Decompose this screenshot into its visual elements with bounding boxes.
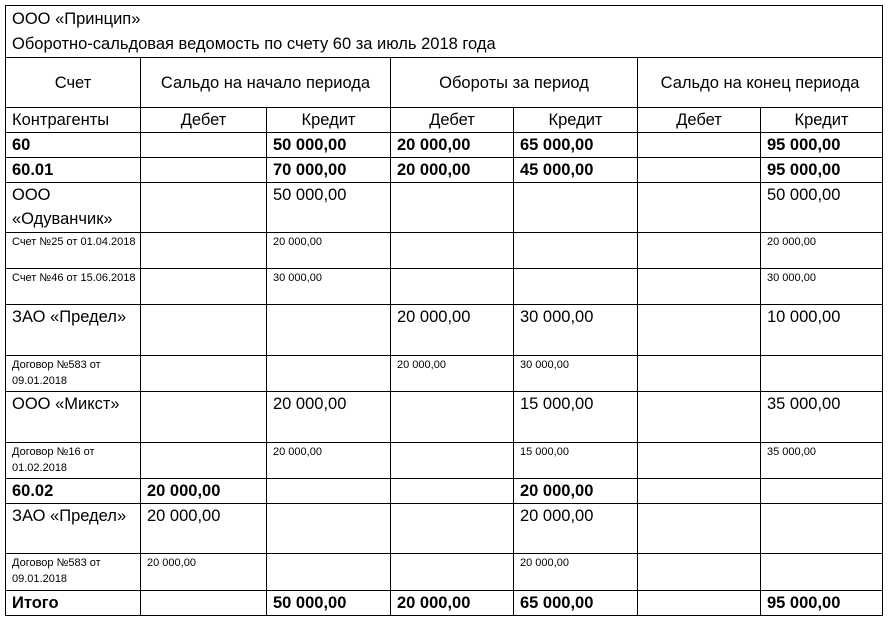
cell-turn-credit: 65 000,00: [514, 591, 638, 616]
row-label: Договор №583 от 09.01.2018: [6, 356, 141, 392]
cell-close-credit: [761, 554, 883, 591]
cell-open-debit: [141, 233, 267, 269]
row-label: Счет №46 от 15.06.2018: [6, 269, 141, 305]
cell-turn-debit: [391, 504, 514, 554]
cell-turn-debit: 20 000,00: [391, 158, 514, 183]
cell-turn-credit: 15 000,00: [514, 392, 638, 443]
header-account: Счет: [6, 58, 141, 108]
cell-open-credit: 50 000,00: [267, 591, 391, 616]
cell-close-debit: [638, 554, 761, 591]
header-open-debit: Дебет: [141, 108, 267, 133]
header-counterparties: Контрагенты: [6, 108, 141, 133]
table-row: [6, 392, 883, 443]
header-turn-debit: Дебет: [391, 108, 514, 133]
cell-turn-credit: 15 000,00: [514, 443, 638, 479]
cell-open-credit: 70 000,00: [267, 158, 391, 183]
cell-open-debit: 20 000,00: [141, 504, 267, 554]
cell-turn-debit: 20 000,00: [391, 591, 514, 616]
balance-sheet-table: [5, 5, 883, 616]
cell-turn-debit: [391, 443, 514, 479]
cell-close-credit: 35 000,00: [761, 392, 883, 443]
cell-turn-debit: [391, 479, 514, 504]
cell-close-debit: [638, 158, 761, 183]
cell-close-debit: [638, 183, 761, 233]
cell-open-debit: [141, 183, 267, 233]
cell-close-debit: [638, 392, 761, 443]
report-title: Оборотно-сальдовая ведомость по счету 60 за июль 2018 года: [12, 35, 496, 53]
cell-turn-credit: 20 000,00: [514, 554, 638, 591]
cell-turn-debit: 20 000,00: [391, 305, 514, 356]
cell-close-credit: 95 000,00: [761, 158, 883, 183]
header-close-debit: Дебет: [638, 108, 761, 133]
cell-close-credit: [761, 479, 883, 504]
header-open-credit: Кредит: [267, 108, 391, 133]
cell-turn-debit: [391, 233, 514, 269]
cell-close-credit: 35 000,00: [761, 443, 883, 479]
cell-close-credit: 30 000,00: [761, 269, 883, 305]
cell-close-credit: 95 000,00: [761, 591, 883, 616]
table-row: [6, 479, 883, 504]
cell-close-credit: 50 000,00: [761, 183, 883, 233]
cell-turn-credit: 20 000,00: [514, 479, 638, 504]
row-label: ООО «Микст»: [6, 392, 141, 443]
cell-close-credit: 10 000,00: [761, 305, 883, 356]
cell-close-debit: [638, 356, 761, 392]
cell-open-credit: 50 000,00: [267, 183, 391, 233]
cell-open-debit: 20 000,00: [141, 554, 267, 591]
cell-open-credit: 50 000,00: [267, 133, 391, 158]
cell-open-credit: 20 000,00: [267, 392, 391, 443]
table-row: [6, 269, 883, 305]
row-label: 60.02: [6, 479, 141, 504]
row-label: ООО «Одуванчик»: [6, 183, 141, 233]
cell-close-debit: [638, 305, 761, 356]
cell-open-credit: 20 000,00: [267, 233, 391, 269]
row-label: Договор №583 от 09.01.2018: [6, 554, 141, 591]
row-label: Итого: [6, 591, 141, 616]
company-name: ООО «Принцип»: [12, 10, 141, 28]
cell-open-debit: [141, 133, 267, 158]
cell-turn-credit: [514, 183, 638, 233]
table-row: [6, 233, 883, 269]
cell-close-credit: [761, 504, 883, 554]
cell-turn-debit: 20 000,00: [391, 356, 514, 392]
cell-open-credit: [267, 479, 391, 504]
cell-open-credit: 20 000,00: [267, 443, 391, 479]
cell-turn-credit: 30 000,00: [514, 305, 638, 356]
cell-turn-debit: [391, 392, 514, 443]
header-closing-balance: Сальдо на конец периода: [638, 58, 883, 108]
cell-open-credit: [267, 504, 391, 554]
cell-close-credit: [761, 356, 883, 392]
cell-turn-credit: [514, 233, 638, 269]
cell-turn-debit: [391, 183, 514, 233]
cell-turn-debit: [391, 269, 514, 305]
cell-open-debit: [141, 356, 267, 392]
cell-open-debit: [141, 591, 267, 616]
table-row: [6, 554, 883, 591]
cell-open-debit: [141, 305, 267, 356]
cell-open-credit: [267, 356, 391, 392]
cell-open-debit: 20 000,00: [141, 479, 267, 504]
cell-close-credit: 95 000,00: [761, 133, 883, 158]
cell-open-debit: [141, 443, 267, 479]
cell-open-credit: 30 000,00: [267, 269, 391, 305]
report-header: [6, 6, 883, 58]
cell-turn-credit: 30 000,00: [514, 356, 638, 392]
table-row: [6, 356, 883, 392]
row-label: Договор №16 от 01.02.2018: [6, 443, 141, 479]
row-label: 60: [6, 133, 141, 158]
cell-turn-credit: 65 000,00: [514, 133, 638, 158]
header-turnover: Обороты за период: [391, 58, 638, 108]
row-label: 60.01: [6, 158, 141, 183]
cell-turn-credit: 45 000,00: [514, 158, 638, 183]
cell-open-credit: [267, 554, 391, 591]
table-row: [6, 133, 883, 158]
cell-close-debit: [638, 133, 761, 158]
table-row: [6, 183, 883, 233]
cell-close-debit: [638, 269, 761, 305]
cell-open-debit: [141, 269, 267, 305]
cell-close-debit: [638, 591, 761, 616]
row-label: Счет №25 от 01.04.2018: [6, 233, 141, 269]
cell-close-debit: [638, 504, 761, 554]
cell-open-debit: [141, 158, 267, 183]
cell-close-debit: [638, 479, 761, 504]
cell-turn-credit: 20 000,00: [514, 504, 638, 554]
header-turn-credit: Кредит: [514, 108, 638, 133]
cell-turn-credit: [514, 269, 638, 305]
cell-open-credit: [267, 305, 391, 356]
table-row: [6, 443, 883, 479]
table-row: [6, 504, 883, 554]
table-row: [6, 591, 883, 616]
cell-open-debit: [141, 392, 267, 443]
cell-close-debit: [638, 443, 761, 479]
table-row: [6, 305, 883, 356]
header-opening-balance: Сальдо на начало периода: [141, 58, 391, 108]
table-row: [6, 158, 883, 183]
cell-close-debit: [638, 233, 761, 269]
row-label: ЗАО «Предел»: [6, 504, 141, 554]
cell-turn-debit: [391, 554, 514, 591]
cell-close-credit: 20 000,00: [761, 233, 883, 269]
header-close-credit: Кредит: [761, 108, 883, 133]
row-label: ЗАО «Предел»: [6, 305, 141, 356]
cell-turn-debit: 20 000,00: [391, 133, 514, 158]
